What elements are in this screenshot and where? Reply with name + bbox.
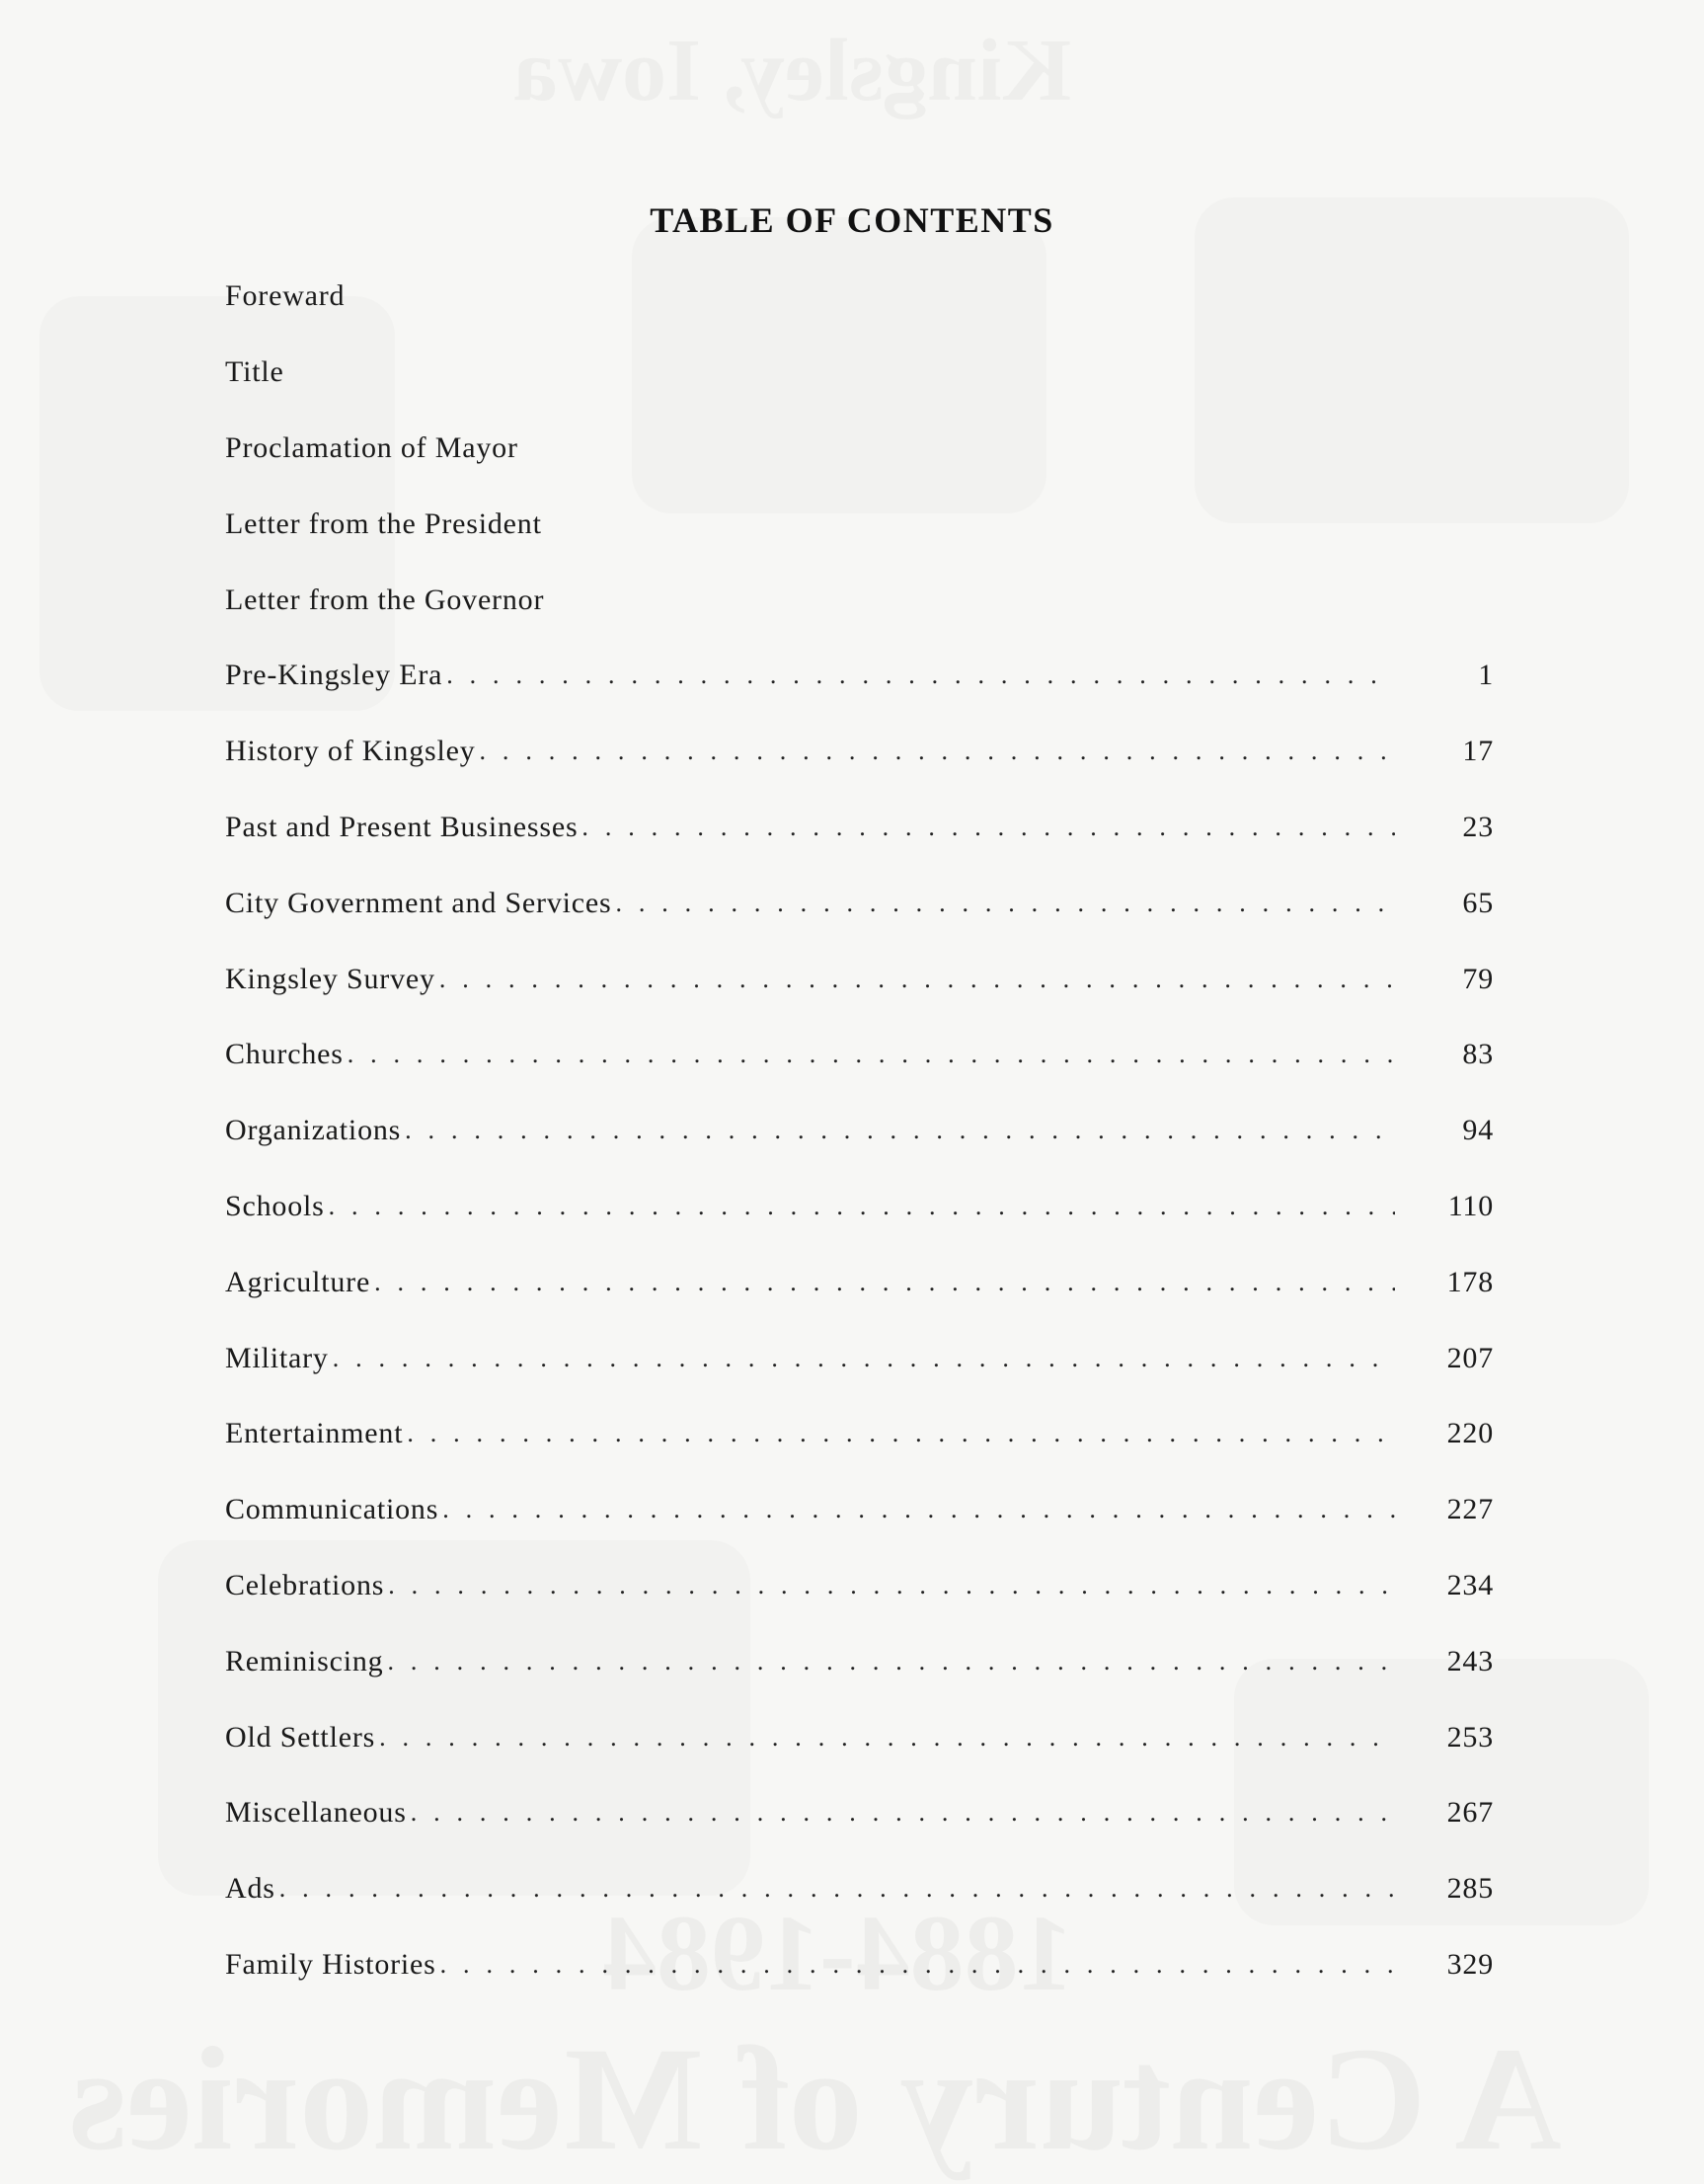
toc-entry bbox=[225, 865, 1494, 941]
toc-entry-label: Celebrations bbox=[225, 1568, 385, 1601]
toc-entry-page-number: 220 bbox=[1446, 1417, 1494, 1450]
toc-entry-label: Letter from the Governor bbox=[225, 583, 545, 616]
dot-leader bbox=[581, 813, 1395, 842]
dot-leader bbox=[379, 1723, 1395, 1753]
toc-entry-label: Old Settlers bbox=[225, 1720, 376, 1754]
toc-entry bbox=[225, 1396, 1494, 1472]
toc-entry-label: Pre-Kingsley Era bbox=[225, 659, 443, 692]
toc-entry-label: Communications bbox=[225, 1493, 439, 1526]
toc-entry-label: Proclamation of Mayor bbox=[225, 430, 518, 464]
toc-entry bbox=[225, 486, 1494, 562]
toc-entry bbox=[225, 1623, 1494, 1699]
dot-leader bbox=[405, 1116, 1395, 1145]
toc-entry-page-number: 267 bbox=[1446, 1796, 1494, 1830]
toc-entry-label: Kingsley Survey bbox=[225, 962, 435, 995]
toc-entry bbox=[225, 411, 1494, 487]
toc-entry-page-number: 227 bbox=[1446, 1493, 1494, 1526]
toc-entry bbox=[225, 1699, 1494, 1775]
toc-entry-label: Military bbox=[225, 1341, 329, 1374]
toc-entry bbox=[225, 562, 1494, 638]
toc-entry-label: Churches bbox=[225, 1038, 344, 1071]
toc-entry bbox=[225, 1017, 1494, 1093]
toc-entry bbox=[225, 714, 1494, 790]
toc-entry-label: Miscellaneous bbox=[225, 1796, 407, 1830]
toc-entry-page-number: 110 bbox=[1447, 1189, 1494, 1222]
toc-entry-page-number: 23 bbox=[1462, 810, 1494, 843]
toc-entry-label: Family Histories bbox=[225, 1947, 436, 1981]
toc-entry bbox=[225, 941, 1494, 1017]
toc-entry-page-number: 79 bbox=[1462, 962, 1494, 995]
toc-entry-page-number: 253 bbox=[1446, 1720, 1494, 1754]
toc-entry-label: Letter from the President bbox=[225, 507, 542, 540]
toc-entry bbox=[225, 1093, 1494, 1169]
toc-entry-page-number: 234 bbox=[1446, 1568, 1494, 1601]
toc-entry-page-number: 17 bbox=[1462, 735, 1494, 768]
toc-entry-page-number: 329 bbox=[1446, 1947, 1494, 1981]
dot-leader bbox=[439, 965, 1395, 994]
dot-leader bbox=[440, 1950, 1395, 1980]
dot-leader bbox=[442, 1495, 1395, 1524]
toc-entry-label: History of Kingsley bbox=[225, 735, 476, 768]
toc-entry-page-number: 83 bbox=[1462, 1038, 1494, 1071]
toc-entry bbox=[225, 1927, 1494, 2003]
toc-entry-label: Foreward bbox=[225, 279, 346, 313]
dot-leader bbox=[279, 1874, 1395, 1904]
dot-leader bbox=[333, 1344, 1395, 1373]
dot-leader bbox=[329, 1192, 1395, 1221]
dot-leader bbox=[446, 661, 1395, 690]
toc-entry-label: Organizations bbox=[225, 1114, 402, 1147]
toc-entry-label: Ads bbox=[225, 1872, 275, 1906]
toc-entry bbox=[225, 638, 1494, 714]
toc-entry-label: Title bbox=[225, 355, 284, 389]
toc-entry bbox=[225, 1472, 1494, 1548]
toc-entry bbox=[225, 790, 1494, 866]
page-title: TABLE OF CONTENTS bbox=[650, 200, 1054, 241]
toc-entry bbox=[225, 1548, 1494, 1624]
toc-entry bbox=[225, 1851, 1494, 1927]
dot-leader bbox=[480, 737, 1395, 766]
dot-leader bbox=[615, 889, 1395, 918]
dot-leader bbox=[407, 1419, 1395, 1448]
dot-leader bbox=[348, 1040, 1395, 1069]
toc-entry bbox=[225, 1244, 1494, 1320]
dot-leader bbox=[411, 1798, 1395, 1828]
dot-leader bbox=[374, 1268, 1395, 1297]
toc-entry-label: City Government and Services bbox=[225, 886, 612, 919]
toc-entry bbox=[225, 335, 1494, 411]
toc-entry bbox=[225, 1775, 1494, 1851]
toc-entry-page-number: 243 bbox=[1446, 1644, 1494, 1677]
toc-entry-label: Past and Present Businesses bbox=[225, 810, 579, 843]
toc-entry-label: Reminiscing bbox=[225, 1644, 384, 1677]
toc-entry bbox=[225, 259, 1494, 335]
toc-entry bbox=[225, 1320, 1494, 1396]
toc-entry-page-number: 285 bbox=[1446, 1872, 1494, 1906]
toc-entry-label: Schools bbox=[225, 1189, 325, 1222]
toc-entry bbox=[225, 1169, 1494, 1245]
toc-entry-page-number: 1 bbox=[1478, 659, 1494, 692]
toc-entry-label: Entertainment bbox=[225, 1417, 404, 1450]
toc-entry-page-number: 178 bbox=[1446, 1265, 1494, 1298]
dot-leader bbox=[387, 1647, 1395, 1677]
toc-entry-page-number: 94 bbox=[1462, 1114, 1494, 1147]
toc-entry-page-number: 207 bbox=[1446, 1341, 1494, 1374]
dot-leader bbox=[388, 1571, 1395, 1600]
toc-entry-label: Agriculture bbox=[225, 1265, 371, 1298]
show-through-heading bbox=[513, 20, 1071, 121]
show-through-title bbox=[69, 2014, 1562, 2184]
table-of-contents bbox=[225, 259, 1494, 2002]
toc-entry-page-number: 65 bbox=[1462, 886, 1494, 919]
